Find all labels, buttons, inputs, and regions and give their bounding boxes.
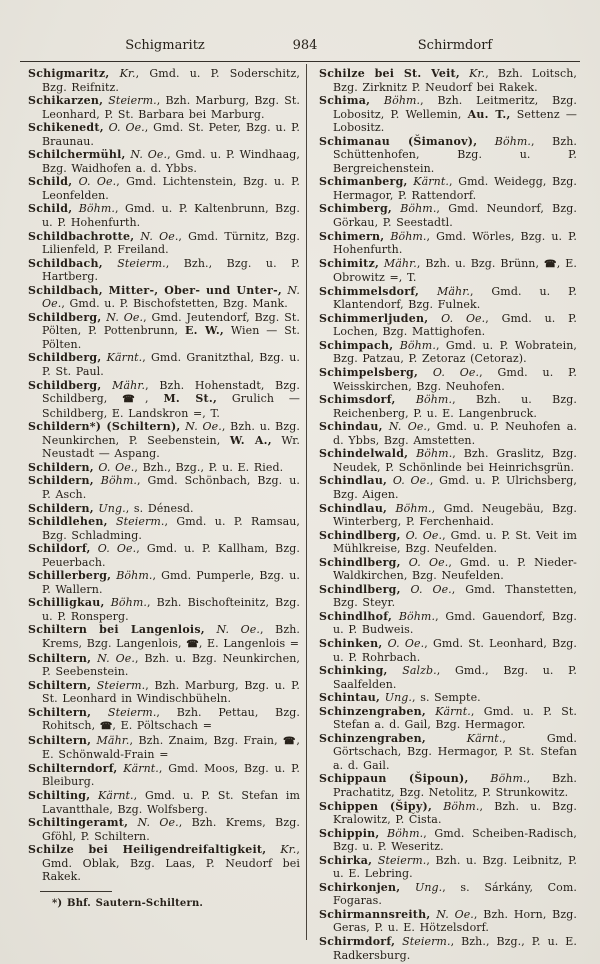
entry-province: Steierm. bbox=[103, 94, 157, 108]
entry-province: Kärnt. bbox=[90, 788, 134, 802]
entry-text: , Gmd. Jeutendorf, Bzg. St. Pölten, P. Pottenbrunn, bbox=[42, 310, 300, 338]
footnote-rule bbox=[40, 891, 112, 892]
entry-text: , Bzh. Marburg, Bzg. u. P. St. Leonhard in Windischbüheln. bbox=[42, 678, 300, 706]
entry-province: Böhm. bbox=[104, 596, 147, 610]
entry-text: , Bzh. Krems, Bzg. Gföhl, P. Schiltern. bbox=[42, 816, 300, 843]
entry-province: O. Oe. bbox=[400, 555, 449, 569]
entry-province: Kärnt. bbox=[425, 731, 503, 745]
entry-province: N. Oe. bbox=[91, 651, 135, 665]
entry-headword: Schilchermühl, bbox=[28, 148, 126, 162]
entry-province: Kärnt. bbox=[101, 351, 143, 365]
entry-text: , Gmd. u. P. Lochen, Bzg. Mattighofen. bbox=[333, 311, 577, 339]
entry-headword: Schildern, bbox=[28, 474, 94, 488]
gazetteer-entry bbox=[28, 652, 300, 679]
entry-headword: Schirkonjen, bbox=[319, 880, 401, 894]
entry-headword: Schillerberg, bbox=[28, 569, 112, 583]
entry-text: , Gmd. Schönbach, Bzg. u. P. Asch. bbox=[42, 474, 300, 501]
entry-province: Steierm. bbox=[91, 705, 157, 719]
entry-headword: Schilting, bbox=[28, 788, 91, 802]
gazetteer-entry bbox=[28, 542, 300, 569]
entry-text: , Gmd. u. P. Bischofstetten, Bzg. Mank. bbox=[61, 297, 288, 311]
entry-text: , Bzh. Hohenstadt, Bzg. Schildberg, bbox=[42, 378, 300, 406]
entry-text: , Gmd. Oblak, Bzg. Laas, P. Neudorf bei Rakek. bbox=[42, 843, 300, 884]
entry-text: , Gmd. Moos, Bzg. u. P. Bleiburg. bbox=[42, 761, 301, 789]
entry-headword: Schilze bei Heiligendreifaltigkeit, bbox=[28, 843, 267, 857]
gazetteer-entry bbox=[28, 569, 300, 596]
entry-headword: Schiltern, bbox=[28, 705, 92, 719]
entry-text: , Gmd. u. P. Ulrichsberg, Bzg. Aigen. bbox=[333, 474, 577, 501]
entry-headword: Schindlhof, bbox=[319, 609, 393, 623]
entry-headword: Schimanberg, bbox=[319, 175, 408, 189]
entry-text: , Bzh. Schüttenhofen, Bzg. u. P. Bergreichenstein. bbox=[333, 134, 577, 175]
entry-text: , E. Schönwald-Frain = bbox=[42, 733, 300, 762]
gazetteer-entry bbox=[28, 379, 300, 421]
entry-text: , Gmd. u. P. Nieder-Waldkirchen, Bzg. Neufelden. bbox=[333, 555, 578, 583]
entry-text: , Gmd. u. P. Soderschitz, Bzg. Reifnitz. bbox=[42, 67, 300, 94]
gazetteer-entry bbox=[28, 679, 300, 706]
gazetteer-entry bbox=[28, 706, 300, 734]
entry-province: Böhm. bbox=[72, 202, 115, 216]
entry-headword: Schilterndorf, bbox=[28, 761, 118, 775]
gazetteer-entry bbox=[28, 311, 300, 352]
entry-province: Mähr. bbox=[91, 733, 130, 747]
entry-province: Kr. bbox=[109, 67, 136, 80]
gazetteer-entry bbox=[319, 881, 577, 908]
entry-province: N. Oe. bbox=[430, 907, 474, 921]
entry-text: , Bzh. Znaim, Bzg. Frain, bbox=[129, 733, 284, 747]
gazetteer-entry bbox=[319, 230, 577, 257]
gazetteer-entry bbox=[319, 610, 577, 637]
running-head-right: Schirmdorf bbox=[417, 38, 493, 53]
entry-text: , E. Obrowitz =, T. bbox=[333, 256, 577, 285]
gazetteer-entry bbox=[319, 935, 577, 962]
entry-text: , Bzh. Graslitz, Bzg. Neudek, P. Schönlinde bei Heinrichsgrün. bbox=[333, 447, 577, 474]
entry-text: , Bzh. Krems, Bzg. Langenlois, bbox=[42, 623, 300, 650]
entry-headword: Schintau, bbox=[319, 691, 381, 705]
entry-province: Steierm. bbox=[107, 515, 165, 529]
entry-text: , s. Sárkány, Com. Fogaras. bbox=[333, 880, 577, 908]
entry-headword: Schindau, bbox=[319, 420, 383, 434]
entry-province: Steierm. bbox=[91, 678, 146, 692]
entry-headword: M. St., bbox=[163, 392, 218, 406]
entry-province: Böhm. bbox=[379, 826, 424, 840]
gazetteer-entry bbox=[319, 772, 577, 799]
entry-text: , Gmd. u. P. Kaltenbrunn, Bzg. u. P. Hohenfurth. bbox=[42, 202, 300, 230]
entry-text: , Bzh. Loitsch, Bzg. Zirknitz P. Neudorf bei Rakek. bbox=[333, 67, 577, 94]
gazetteer-entry bbox=[28, 257, 300, 284]
footnote-text: *) Bhf. Sautern-Schiltern. bbox=[52, 897, 204, 909]
gazetteer-entry bbox=[319, 257, 577, 285]
entry-headword: Schirmannsreith, bbox=[319, 907, 431, 921]
entry-headword: Schinken, bbox=[319, 636, 383, 650]
entry-text: , Gmd. Gauendorf, Bzg. u. P. Budweis. bbox=[333, 609, 577, 637]
gazetteer-entry bbox=[319, 732, 577, 773]
entry-headword: Schimpach, bbox=[319, 338, 394, 352]
entry-text: , Gmd. u. P. Weisskirchen, Bzg. Neuhofen. bbox=[333, 366, 577, 393]
gazetteer-entry bbox=[319, 854, 577, 881]
entry-text: , Gmd. u. P. Neuhofen a. d. Ybbs, Bzg. Amstetten. bbox=[333, 420, 577, 447]
column-divider-rule bbox=[306, 64, 307, 940]
entry-text: , Gmd. u. P. Kallham, Bzg. Peuerbach. bbox=[42, 542, 300, 569]
gazetteer-entry bbox=[319, 529, 577, 556]
entry-text: Wien — St. Pölten. bbox=[42, 324, 300, 351]
entry-province: N. Oe. bbox=[125, 148, 168, 162]
entry-headword: Schindlberg, bbox=[319, 555, 401, 569]
entry-text: , Gmd. Neundorf, Bzg. Görkau, P. Seestadtl. bbox=[333, 202, 577, 230]
page-number: 984 bbox=[292, 38, 318, 53]
entry-province: Böhm. bbox=[432, 799, 480, 813]
gazetteer-entry bbox=[319, 447, 577, 474]
entry-text: , Bzh. u. Bzg. Leibnitz, P. u. E. Lebring. bbox=[333, 853, 578, 881]
entry-province: Böhm. bbox=[387, 501, 432, 515]
entry-text: , Bzh., Bzg. u. P. Hartberg. bbox=[42, 256, 300, 284]
entry-text: , Gmd. Türnitz, Bzg. Lilienfeld, P. Freiland. bbox=[42, 229, 301, 257]
entry-province: Böhm. bbox=[370, 94, 421, 108]
entry-text: , bbox=[145, 392, 164, 406]
entry-province: Steierm. bbox=[102, 256, 166, 270]
entry-text: , Gmd. Granitzthal, Bzg. u. P. St. Paul. bbox=[42, 351, 301, 379]
entry-text: , Bzh., Bzg., P. u. E. Ried. bbox=[134, 460, 284, 474]
gazetteer-entry bbox=[319, 664, 577, 691]
entry-headword: Schild, bbox=[28, 202, 73, 216]
gazetteer-entry bbox=[28, 515, 300, 542]
entry-province: N. Oe. bbox=[180, 420, 222, 434]
entry-headword: Schiltern, bbox=[28, 678, 92, 692]
gazetteer-entry bbox=[319, 285, 577, 312]
entry-text: Wr. Neustadt — Aspang. bbox=[42, 433, 300, 461]
entry-province: O. Oe. bbox=[103, 121, 145, 135]
entry-province: Mähr. bbox=[101, 378, 146, 392]
entry-text: , Bzh., Bzg., P. u. E. Radkersburg. bbox=[333, 935, 578, 962]
entry-headword: Schildberg, bbox=[28, 310, 102, 324]
entry-headword: Schiltern, bbox=[28, 733, 92, 747]
entry-text: , Gmd. Weidegg, Bzg. Hermagor, P. Rattendorf. bbox=[333, 175, 577, 202]
entry-headword: Schimberg, bbox=[319, 202, 392, 216]
entry-province: Kr. bbox=[266, 843, 297, 857]
entry-headword: Schild, bbox=[28, 175, 73, 189]
entry-headword: Schiltingeramt, bbox=[28, 816, 129, 830]
entry-headword: Schirka, bbox=[319, 853, 373, 867]
entry-text: , E. Langenlois = bbox=[198, 636, 300, 650]
entry-text: , Gmd. u. P. St. Stefan a. d. Gail, Bzg. Hermagor. bbox=[333, 704, 577, 732]
entry-headword: Schimpelsberg, bbox=[319, 366, 419, 380]
gazetteer-entry bbox=[28, 202, 300, 229]
entry-headword: Schimmerljuden, bbox=[319, 311, 429, 325]
entry-text: , Bzh. u. Bzg. Kralowitz, P. Čista. bbox=[333, 799, 577, 827]
gazetteer-entry bbox=[319, 312, 577, 339]
entry-province: O. Oe. bbox=[418, 366, 480, 380]
entry-province: Böhm. bbox=[93, 474, 137, 488]
entry-headword: Schildern*) (Schiltern), bbox=[28, 420, 181, 434]
entry-headword: Schimmelsdorf, bbox=[319, 284, 420, 298]
post-telegraph-icon: ☎ bbox=[543, 258, 557, 270]
gazetteer-entry bbox=[28, 148, 300, 175]
entry-text: , Gmd. St. Peter, Bzg. u. P. Braunau. bbox=[42, 121, 300, 148]
entry-province: Böhm. bbox=[111, 569, 153, 583]
gazetteer-entry bbox=[319, 94, 577, 135]
entry-headword: Schiltern, bbox=[28, 651, 92, 665]
entry-headword: Schildern, bbox=[28, 460, 94, 474]
entry-text: , Gmd. Wörles, Bzg. u. P. Hohenfurth. bbox=[333, 229, 577, 257]
entry-province: Böhm. bbox=[477, 134, 532, 148]
gazetteer-entry bbox=[319, 908, 577, 935]
entry-province: Kärnt. bbox=[425, 704, 471, 718]
entry-province: Ung. bbox=[93, 501, 126, 515]
gazetteer-entry bbox=[28, 734, 300, 762]
entry-text: , Gmd. Görtschach, Bzg. Hermagor, P. St. Stefan a. d. Gail. bbox=[333, 731, 577, 772]
left-column bbox=[28, 67, 300, 910]
entry-text: , Bzh. u. Bzg. Reichenberg, P. u. E. Langenbruck. bbox=[333, 393, 577, 420]
gazetteer-entry bbox=[319, 705, 577, 732]
entry-province: N. Oe. bbox=[382, 420, 428, 434]
entry-headword: Schippen (Šipy), bbox=[319, 799, 433, 813]
entry-text: , Gmd. Neugebäu, Bzg. Winterberg, P. Ferchenhaid. bbox=[333, 501, 577, 529]
entry-text: , Gmd. Lichtenstein, Bzg. u. P. Leonfelden. bbox=[42, 175, 300, 202]
entry-headword: Schildorf, bbox=[28, 542, 91, 556]
header-rule bbox=[20, 61, 580, 62]
entry-headword: Schildberg, bbox=[28, 378, 102, 392]
gazetteer-entry bbox=[319, 339, 577, 366]
running-head bbox=[0, 38, 600, 56]
gazetteer-entry bbox=[319, 556, 577, 583]
entry-text: , Bzh. u. Bzg. Neunkirchen, P. Seebenstein, bbox=[42, 420, 301, 447]
gazetteer-entry bbox=[319, 420, 577, 447]
gazetteer-entry bbox=[319, 393, 577, 420]
entry-text: , Bzh. u. Bzg. Brünn, bbox=[416, 256, 544, 270]
entry-province: Salzb. bbox=[387, 664, 437, 678]
entry-headword: Schildlehen, bbox=[28, 515, 108, 529]
entry-headword: Schildbach, Mitter-, Ober- und Unter-, bbox=[28, 283, 282, 297]
entry-province: Kr. bbox=[459, 67, 486, 80]
post-telegraph-icon: ☎ bbox=[186, 638, 199, 650]
entry-province: O. Oe. bbox=[382, 636, 425, 650]
entry-headword: Schindlau, bbox=[319, 501, 388, 515]
entry-province: Mähr. bbox=[379, 256, 417, 270]
entry-text: , Bzh. Marburg, Bzg. St. Leonhard, P. St. Barbara bei Marburg. bbox=[42, 94, 301, 121]
entry-text: Settenz — Lobositz. bbox=[333, 107, 578, 135]
entry-text: , Bzh. Leitmeritz, Bzg. Lobositz, P. Wellemin, bbox=[333, 94, 577, 121]
gazetteer-entry bbox=[319, 691, 577, 705]
entry-text: , Bzh. Horn, Bzg. Geras, P. u. E. Hötzelsdorf. bbox=[333, 907, 577, 935]
gazetteer-entry bbox=[28, 502, 300, 516]
entry-text: , s. Dénesd. bbox=[125, 501, 194, 515]
gazetteer-entry bbox=[319, 637, 577, 664]
entry-headword: E. W., bbox=[184, 324, 225, 338]
entry-province: Böhm. bbox=[392, 609, 436, 623]
entry-province: N. Oe. bbox=[42, 283, 300, 311]
entry-headword: Schindlberg, bbox=[319, 528, 401, 542]
entry-province: Böhm. bbox=[468, 772, 527, 786]
entry-headword: Schinzengraben, bbox=[319, 704, 426, 718]
entry-text: , Gmd. u. P. Windhaag, Bzg. Waidhofen a. d. Ybbs. bbox=[42, 148, 300, 175]
gazetteer-entry bbox=[319, 202, 577, 229]
footnote-block bbox=[28, 891, 300, 911]
entry-text: , Gmd. Scheiben-Radisch, Bzg. u. P. Weseritz. bbox=[333, 826, 577, 854]
entry-headword: Schiltern bei Langenlois, bbox=[28, 623, 205, 637]
entry-headword: Schindelwald, bbox=[319, 447, 409, 461]
entry-text: , Bzh. Bischofteinitz, Bzg. u. P. Ronsperg. bbox=[42, 596, 300, 623]
gazetteer-entry bbox=[28, 175, 300, 202]
running-head-left: Schigmaritz bbox=[125, 38, 205, 53]
entry-province: N. Oe. bbox=[204, 623, 260, 637]
entry-text: , Gmd. St. Leonhard, Bzg. u. P. Rohrbach. bbox=[333, 636, 577, 664]
entry-headword: Schigmaritz, bbox=[28, 67, 110, 80]
entry-province: N. Oe. bbox=[128, 816, 179, 830]
entry-province: O. Oe. bbox=[400, 528, 443, 542]
gazetteer-entry bbox=[28, 461, 300, 475]
entry-text: , Bzh. u. Bzg. Neunkirchen, P. Seebenstein. bbox=[42, 651, 300, 679]
entry-province: Böhm. bbox=[384, 229, 427, 243]
entry-province: Mähr. bbox=[419, 284, 470, 298]
gazetteer-entry bbox=[28, 762, 300, 789]
gazetteer-entry bbox=[28, 843, 300, 884]
entry-text: , Bzh. Prachatitz, Bzg. Netolitz, P. Strunkowitz. bbox=[333, 772, 577, 799]
entry-text: , Gmd. Thanstetten, Bzg. Steyr. bbox=[333, 582, 578, 610]
entry-province: Ung. bbox=[400, 880, 443, 894]
entry-headword: Schindlau, bbox=[319, 474, 388, 488]
gazetteer-entry bbox=[319, 502, 577, 529]
gazetteer-entry bbox=[28, 420, 300, 461]
entry-headword: Schildbachrotte, bbox=[28, 229, 135, 243]
entry-province: Steierm. bbox=[372, 853, 427, 867]
entry-text: , Gmd., Bzg. u. P. Saalfelden. bbox=[333, 664, 577, 691]
entry-headword: Schima, bbox=[319, 94, 371, 108]
entry-text: , s. Sempte. bbox=[412, 691, 481, 705]
entry-headword: Schilligkau, bbox=[28, 596, 105, 610]
entry-text: , Bzh. Pettau, Bzg. Rohitsch, bbox=[42, 705, 300, 733]
entry-headword: Schinzengraben, bbox=[319, 731, 426, 745]
entry-province: N. Oe. bbox=[101, 310, 144, 324]
entry-headword: Schildberg, bbox=[28, 351, 102, 365]
entry-province: O. Oe. bbox=[428, 311, 486, 325]
gazetteer-entry bbox=[28, 623, 300, 651]
entry-province: Böhm. bbox=[395, 393, 453, 407]
entry-headword: Schildbach, bbox=[28, 256, 103, 270]
gazetteer-entry bbox=[28, 284, 300, 311]
gazetteer-entry bbox=[319, 827, 577, 854]
entry-headword: Schimanau (Šimanov), bbox=[319, 134, 478, 148]
gazetteer-entry bbox=[319, 175, 577, 202]
gazetteer-entry bbox=[28, 474, 300, 501]
entry-headword: Schinking, bbox=[319, 664, 388, 678]
entry-province: Böhm. bbox=[408, 447, 453, 461]
entry-text: , Gmd. u. P. Klantendorf, Bzg. Fulnek. bbox=[333, 284, 577, 312]
entry-headword: Schildern, bbox=[28, 501, 94, 515]
gazetteer-entry bbox=[28, 230, 300, 257]
gazetteer-entry bbox=[319, 135, 577, 176]
gazetteer-entry bbox=[28, 816, 300, 843]
entry-headword: Schilze bei St. Veit, bbox=[319, 67, 460, 80]
post-telegraph-icon: ☎ bbox=[122, 394, 146, 406]
entry-province: N. Oe. bbox=[134, 229, 179, 243]
entry-province: Böhm. bbox=[393, 338, 436, 352]
entry-headword: Schirmdorf, bbox=[319, 935, 396, 948]
entry-province: O. Oe. bbox=[387, 474, 430, 488]
entry-province: Ung. bbox=[380, 691, 412, 705]
entry-text: , Gmd. u. P. Wobratein, Bzg. Patzau, P. Zetoraz (Cetoraz). bbox=[333, 338, 577, 366]
entry-province: O. Oe. bbox=[400, 582, 452, 596]
entry-headword: Schimsdorf, bbox=[319, 393, 396, 407]
entry-text: , Gmd. u. P. Ramsau, Bzg. Schladming. bbox=[42, 515, 301, 542]
post-telegraph-icon: ☎ bbox=[99, 721, 113, 733]
gazetteer-entry bbox=[28, 596, 300, 623]
entry-headword: Schindlberg, bbox=[319, 582, 401, 596]
entry-headword: W. A., bbox=[229, 433, 272, 447]
entry-province: Kärnt. bbox=[117, 761, 159, 775]
entry-headword: Schimitz, bbox=[319, 256, 380, 270]
entry-headword: Schimern, bbox=[319, 229, 385, 243]
entry-text: , Gmd. u. P. St. Stefan im Lavantthale, Bzg. Wolfsberg. bbox=[42, 788, 300, 816]
entry-text: , E. Pöltschach = bbox=[112, 719, 213, 733]
entry-text: , Gmd. Pumperle, Bzg. u. P. Wallern. bbox=[42, 569, 300, 596]
entry-province: Kärnt. bbox=[407, 175, 449, 189]
entry-headword: Schippin, bbox=[319, 826, 380, 840]
entry-headword: Schikenedt, bbox=[28, 121, 104, 135]
gazetteer-entry bbox=[28, 351, 300, 378]
post-telegraph-icon: ☎ bbox=[283, 735, 297, 747]
entry-province: Böhm. bbox=[391, 202, 437, 216]
entry-text: , Gmd. u. P. St. Veit im Mühlkreise, Bzg. Neufelden. bbox=[333, 528, 578, 556]
gazetteer-entry bbox=[28, 789, 300, 816]
gazetteer-entry bbox=[319, 366, 577, 393]
gazetteer-entry bbox=[319, 583, 577, 610]
right-column bbox=[319, 67, 577, 962]
gazetteer-entry bbox=[28, 94, 300, 121]
gazetteer-entry bbox=[319, 800, 577, 827]
entry-province: Steierm. bbox=[395, 935, 451, 948]
entry-province: O. Oe. bbox=[93, 460, 135, 474]
gazetteer-entry bbox=[319, 67, 577, 94]
entry-headword: Schippaun (Šipoun), bbox=[319, 772, 469, 786]
gazetteer-entry bbox=[28, 67, 300, 94]
entry-text: Grulich — Schildberg, E. Landskron =, T. bbox=[42, 392, 300, 420]
entry-province: O. Oe. bbox=[72, 175, 117, 189]
entry-province: O. Oe. bbox=[90, 542, 137, 556]
entry-headword: Au. T., bbox=[467, 107, 511, 121]
gazetteer-entry bbox=[28, 121, 300, 148]
gazetteer-entry bbox=[319, 474, 577, 501]
entry-headword: Schikarzen, bbox=[28, 94, 104, 108]
